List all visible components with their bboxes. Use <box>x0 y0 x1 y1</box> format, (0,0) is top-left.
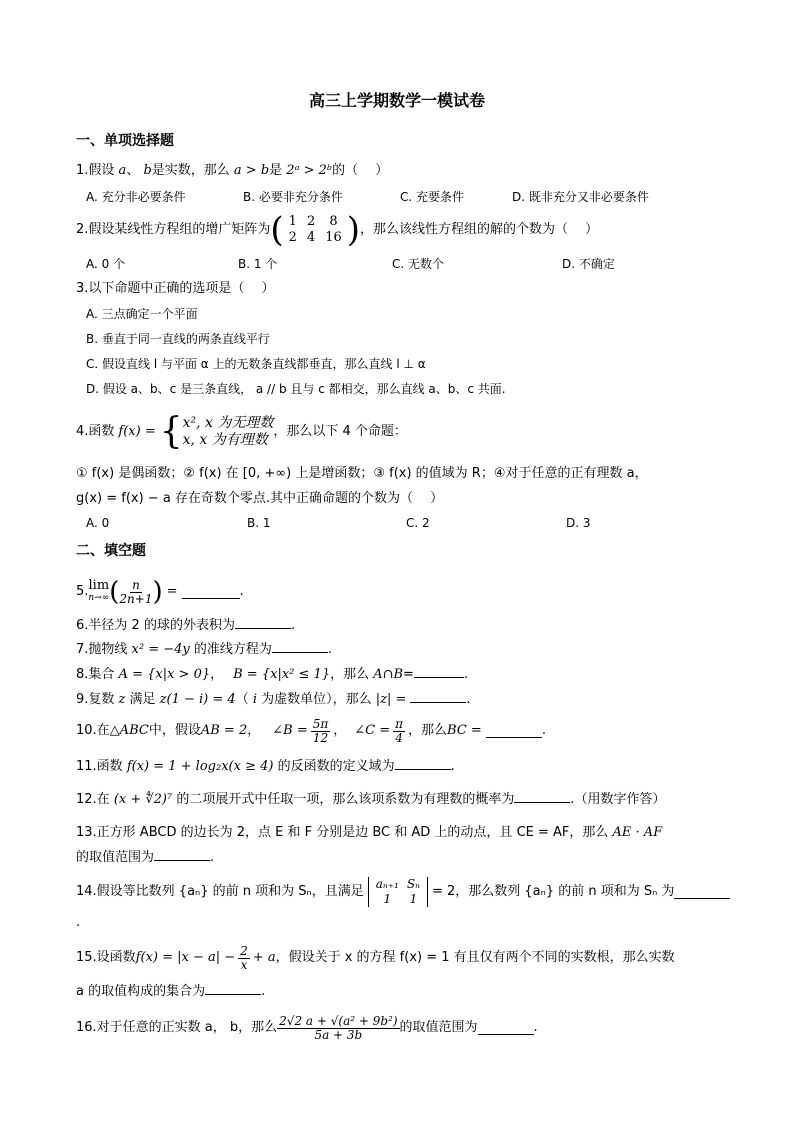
vector-dot-product: AE · AF <box>612 825 663 840</box>
q3-option-a: A. 三点确定一个平面 <box>86 307 198 321</box>
answer-blank[interactable] <box>486 725 542 738</box>
question-2: 2.假设某线性方程组的增广矩阵为 ( 1 2 8 2 4 16 ) ，那么该线性方程组的解的个数为（ ） <box>76 210 599 250</box>
q2-option-d: D. 不确定 <box>562 257 615 271</box>
answer-blank[interactable] <box>414 665 464 678</box>
answer-blank[interactable] <box>272 640 328 653</box>
answer-blank[interactable] <box>410 690 466 703</box>
question-15: 15.设函数 f(x) = |x − a| − $\frac{2}{x}$ + a ，假设关于 x 的方程 f(x) = 1 有且仅有两个不同的实数根，那么实数 <box>76 943 675 972</box>
question-9: 9.复数 z 满足 z(1 − i) = 4（ i 为虚数单位），那么 |z| = . <box>76 692 471 707</box>
q4-option-d: D. 3 <box>566 516 591 530</box>
q3-option-c: C. 假设直线 l 与平面 α 上的无数条直线都垂直，那么直线 l ⊥ α <box>86 357 426 371</box>
question-5: 5. lim n→∞ ( $\frac{n}{2n+1}$ ) = . <box>76 577 244 607</box>
question-7: 7.抛物线 x² = −4y 的准线方程为 . <box>76 642 333 657</box>
answer-blank[interactable] <box>182 586 240 599</box>
answer-blank[interactable] <box>674 886 730 899</box>
q2-option-b: B. 1 个 <box>238 257 278 271</box>
q4-option-a: A. 0 <box>86 516 110 530</box>
question-4-line3: g(x) = f(x) − a 存在奇数个零点.其中正确命题的个数为（ ） <box>76 491 444 506</box>
question-1: 1.假设 a、 b是实数，那么 a > b是 2ᵃ > 2ᵇ的（ ） <box>76 163 389 178</box>
q1-option-d: D. 既非充分又非必要条件 <box>512 190 649 204</box>
page-title: 高三上学期数学一模试卷 <box>308 91 485 110</box>
question-8: 8.集合 A = {x|x > 0}， B = {x|x² ≤ 1}，那么 A∩B= . <box>76 667 469 682</box>
question-16: 16.对于任意的正实数 a， b，那么 $\frac{\text{2√2 a + √(a² + 9b²)}}{5a + 3b}$ 的取值范围为 . <box>76 1013 538 1042</box>
answer-blank[interactable] <box>154 848 210 861</box>
q3-option-d: D. 假设 a、b、c 是三条直线， a // b 且与 c 都相交，那么直线 a、b、c 共面. <box>86 382 506 396</box>
q4-option-c: C. 2 <box>406 516 430 530</box>
q2-option-a: A. 0 个 <box>86 257 126 271</box>
fraction-expression: $\frac{\text{2√2 a + √(a² + 9b²)}}{5a + 3b}$ <box>279 1013 398 1042</box>
q1-option-c: C. 充要条件 <box>400 190 465 204</box>
determinant: aₙ₊₁ Sₙ 1 1 <box>368 877 428 907</box>
answer-blank[interactable] <box>478 1022 534 1035</box>
answer-blank[interactable] <box>205 982 261 995</box>
q4-option-b: B. 1 <box>247 516 271 530</box>
answer-blank[interactable] <box>514 790 570 803</box>
question-13-line2: 的取值范围为 . <box>76 850 215 865</box>
augmented-matrix: ( 1 2 8 2 4 16 ) <box>270 210 361 250</box>
question-4-propositions: ① f(x) 是偶函数；② f(x) 在 [0, +∞) 上是增函数；③ f(x) 的值域为 R；④对于任意的正有理数 a， <box>76 466 648 481</box>
question-14: 14.假设等比数列 {aₙ} 的前 n 项和为 Sₙ，且满足 aₙ₊₁ Sₙ 1 1 = 2，那么数列 {aₙ} 的前 n 项和为 Sₙ 为 <box>76 872 730 912</box>
q3-option-b: B. 垂直于同一直线的两条直线平行 <box>86 332 270 346</box>
answer-blank[interactable] <box>235 616 291 629</box>
question-10: 10.在 △ABC 中，假设 AB = 2 ， ∠B = $\frac{5\pi}{12}$ ， ∠C = $\frac{\pi}{4}$ ，那么 BC = . <box>76 716 546 745</box>
q1-option-a: A. 充分非必要条件 <box>86 190 186 204</box>
question-14-end: . <box>76 915 81 930</box>
question-12: 12.在 (x + ∜2)⁷ 的二项展开式中任取一项，那么该项系数为有理数的概率为 .（用数字作答） <box>76 792 666 807</box>
q2-option-c: C. 无数个 <box>392 257 445 271</box>
q1-option-b: B. 必要非充分条件 <box>243 190 343 204</box>
section-heading-single-choice: 一、单项选择题 <box>76 133 174 149</box>
question-3: 3.以下命题中正确的选项是（ ） <box>76 281 275 296</box>
question-13: 13.正方形 ABCD 的边长为 2，点 E 和 F 分别是边 BC 和 AD 上的动点，且 CE = AF，那么 AE · AF <box>76 825 663 840</box>
question-11: 11.函数 f(x) = 1 + log₂x(x ≥ 4) 的反函数的定义域为 . <box>76 759 455 774</box>
question-6: 6.半径为 2 的球的外表积为 . <box>76 618 296 633</box>
answer-blank[interactable] <box>395 757 451 770</box>
section-heading-fill-blank: 二、填空题 <box>76 543 146 559</box>
piecewise-function: { x², x 为无理数 x, x 为有理数 <box>159 411 274 452</box>
question-4: 4.函数 f(x) = { x², x 为无理数 x, x 为有理数 ，那么以下 4 个命题： <box>76 411 407 452</box>
question-15-line2: a 的取值构成的集合为 . <box>76 984 266 999</box>
